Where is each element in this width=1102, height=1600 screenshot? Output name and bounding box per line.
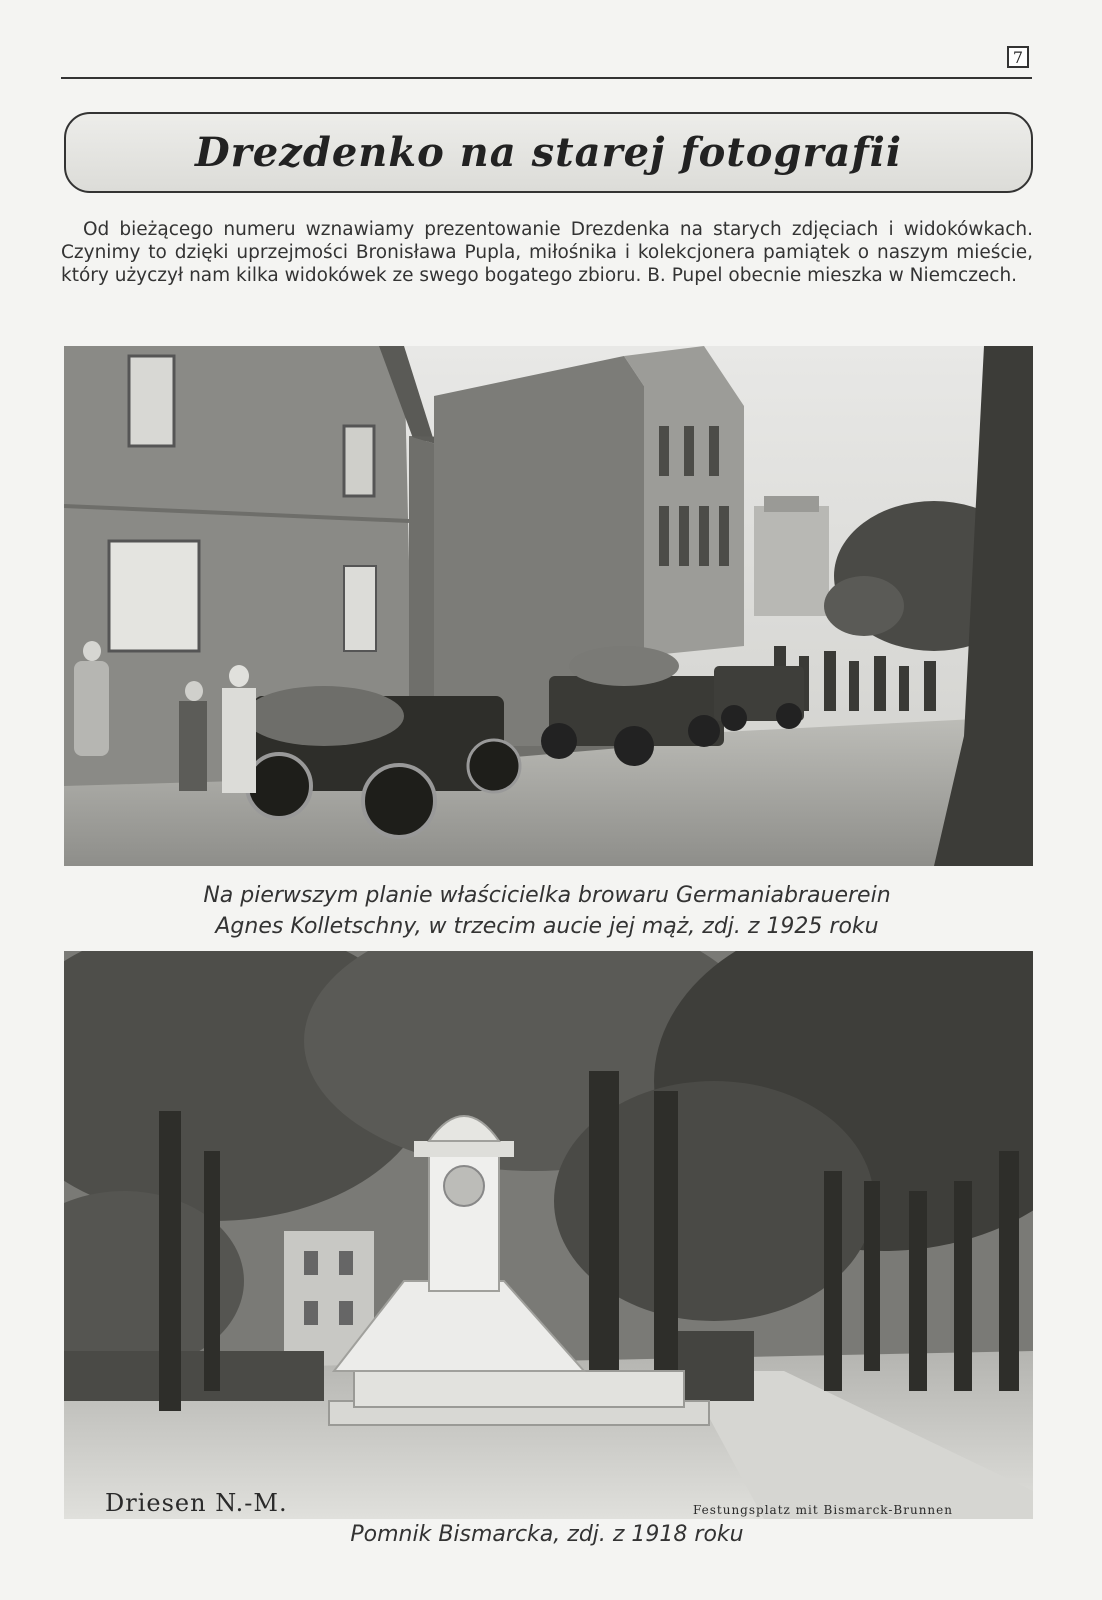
postcard-subject-label: Festungsplatz mit Bismarck-Brunnen (692, 1503, 953, 1517)
bismarck-monument-photo (64, 951, 1033, 1519)
photo-1-caption-line-1: Na pierwszym planie właścicielka browaru Germaniabrauerein (203, 883, 891, 908)
photo-2-caption: Pomnik Bismarcka, zdj. z 1918 roku (350, 1522, 744, 1547)
photo-1-caption (61, 880, 1033, 942)
page-number: 7 (1007, 46, 1029, 68)
header-rule (61, 77, 1032, 79)
postcard-location-label: Driesen N.-M. (105, 1489, 288, 1517)
page-title: Drezdenko na starej fotografii (194, 129, 903, 176)
intro-paragraph: Od bieżącego numeru wznawiamy prezentowanie Drezdenka na starych zdjęciach i widokówkach. Czynimy to dzięki uprzejmości Bronisława Pupla, miłośnika i kolekcjonera pamiątek o naszym mieście, który użyczył nam kilka widokówek ze swego bogatego zbioru. B. Pupel obecnie mieszka w Niemczech. (61, 219, 1033, 286)
bismarck-monument-illustration (64, 951, 1033, 1519)
street-parade-illustration (64, 346, 1033, 866)
photo-1-caption-line-2: Agnes Kolletschny, w trzecim aucie jej mąż, zdj. z 1925 roku (215, 914, 879, 939)
street-parade-photo (64, 346, 1033, 866)
title-banner (64, 112, 1033, 193)
